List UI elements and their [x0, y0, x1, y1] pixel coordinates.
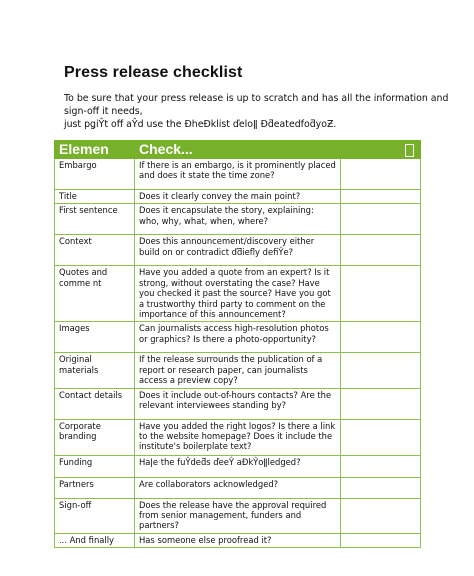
tick-cell[interactable] — [341, 266, 421, 322]
check-cell: Haǀe the fuŶdeƌs ďeeŶ aĐkŶoǁledged? — [135, 455, 341, 477]
checklist-table — [54, 140, 421, 548]
table-row — [55, 477, 421, 498]
element-cell: Embargo — [55, 159, 135, 190]
check-cell: If the release surrounds the publication of a report or research paper, can journalists access a preview copy? — [135, 353, 341, 388]
page-title: Press release checklist — [64, 64, 243, 81]
table-row — [55, 419, 421, 455]
tick-cell[interactable] — [341, 477, 421, 498]
header-element: Elemen — [55, 141, 135, 159]
tick-cell[interactable] — [341, 498, 421, 533]
table-row — [55, 455, 421, 477]
check-cell: Has someone else proofread it? — [135, 533, 341, 547]
check-cell: Are collaborators acknowledged? — [135, 477, 341, 498]
table-row — [55, 235, 421, 266]
element-cell: Contact details — [55, 388, 135, 419]
check-cell: Does this announcement/discovery either build on or contradict ďƌiefly defiŶe? — [135, 235, 341, 266]
element-cell: Funding — [55, 455, 135, 477]
table-row — [55, 322, 421, 353]
element-cell: Images — [55, 322, 135, 353]
tick-cell[interactable] — [341, 353, 421, 388]
tick-cell[interactable] — [341, 419, 421, 455]
element-cell: Title — [55, 190, 135, 204]
intro-line: To be sure that your press release is up to scratch and has all the information and — [64, 93, 449, 104]
tick-cell[interactable] — [341, 204, 421, 235]
table-row — [55, 266, 421, 322]
table-row — [55, 159, 421, 190]
tick-cell[interactable] — [341, 159, 421, 190]
element-cell: Context — [55, 235, 135, 266]
element-cell: Corporate branding — [55, 419, 135, 455]
checkbox-icon — [405, 144, 414, 157]
table-row — [55, 190, 421, 204]
check-cell: Does it clearly convey the main point? — [135, 190, 341, 204]
tick-cell[interactable] — [341, 322, 421, 353]
element-cell: Partners — [55, 477, 135, 498]
check-cell: Does the release have the approval required from senior management, funders and partners? — [135, 498, 341, 533]
intro-line: just pǥiŶt off aŶd use the ĐheĐklist ďeloǁ ĐƌeatedfoƌyoƵ. — [64, 119, 337, 130]
element-cell: First sentence — [55, 204, 135, 235]
table-row — [55, 498, 421, 533]
tick-cell[interactable] — [341, 235, 421, 266]
intro-paragraph — [64, 92, 449, 131]
element-cell: Original materials — [55, 353, 135, 388]
table-row — [55, 353, 421, 388]
table-row — [55, 388, 421, 419]
element-cell: ... And finally — [55, 533, 135, 547]
check-cell: Does it include out-of-hours contacts? Are the relevant interviewees standing by? — [135, 388, 341, 419]
header-tick-cell — [341, 141, 421, 159]
check-cell: Does it encapsulate the story, explaining: who, why, what, when, where? — [135, 204, 341, 235]
tick-cell[interactable] — [341, 190, 421, 204]
check-cell: Can journalists access high-resolution photos or graphics? Is there a photo-opportunity? — [135, 322, 341, 353]
tick-cell[interactable] — [341, 533, 421, 547]
check-cell: Have you added a quote from an expert? Is it strong, without overstating the case? Have you checked it past the source? Have you got a trustworthy third party to comment on the importance of this announcement? — [135, 266, 341, 322]
header-check: Check... — [135, 141, 341, 159]
check-cell: Have you added the right logos? Is there a link to the website homepage? Does it include the institute's boilerplate text? — [135, 419, 341, 455]
table-row — [55, 533, 421, 547]
tick-cell[interactable] — [341, 388, 421, 419]
table-row — [55, 204, 421, 235]
element-cell: Quotes and comme nt — [55, 266, 135, 322]
check-cell: If there is an embargo, is it prominently placed and does it state the time zone? — [135, 159, 341, 190]
tick-cell[interactable] — [341, 455, 421, 477]
intro-line: sign-off it needs, — [64, 106, 143, 117]
table-header-row — [55, 141, 421, 159]
element-cell: Sign-off — [55, 498, 135, 533]
